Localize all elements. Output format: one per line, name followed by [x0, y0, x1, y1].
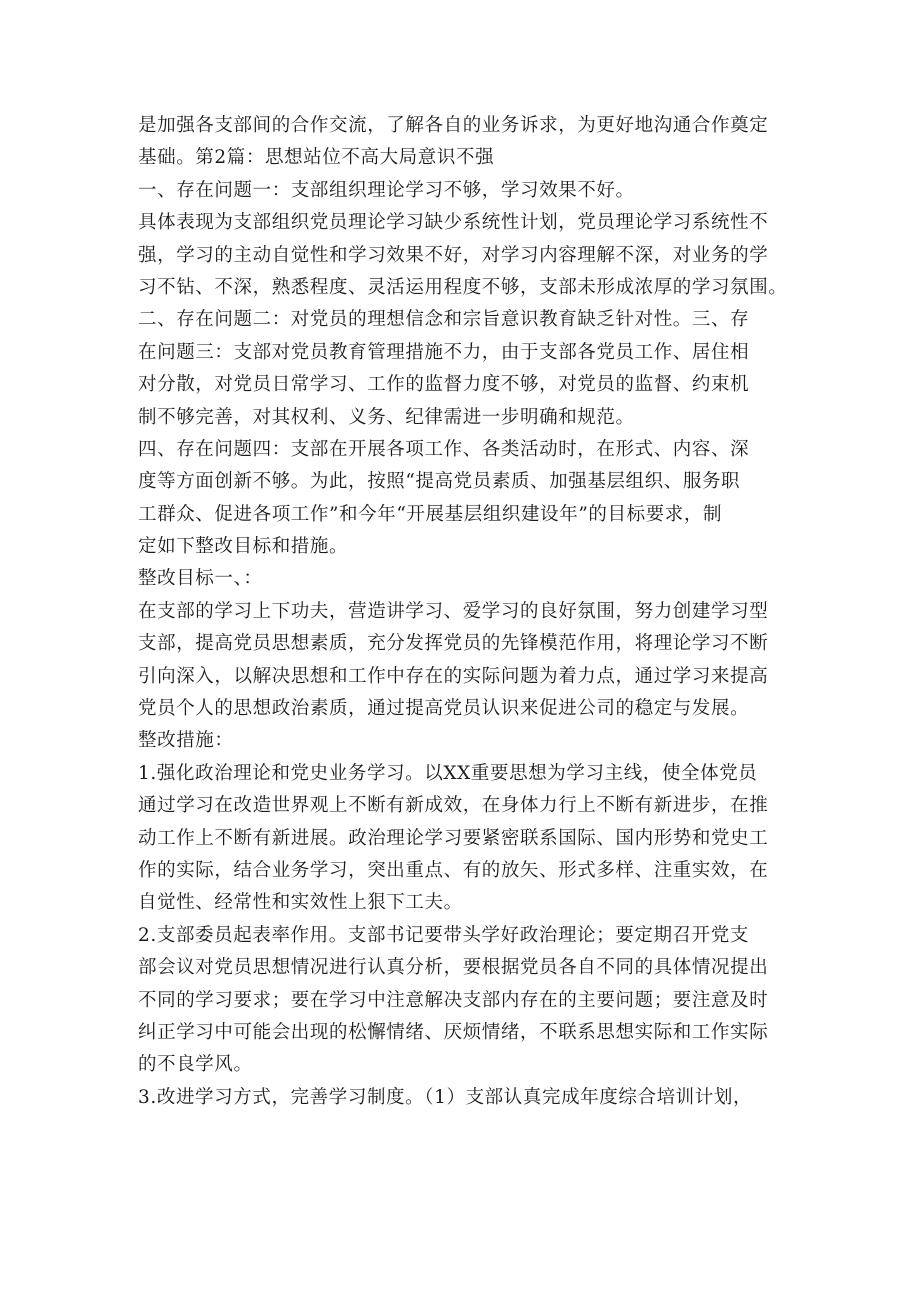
text-line: 动工作上不断有新进展。政治理论学习要紧密联系国际、国内形势和党史工	[138, 827, 769, 849]
text-line: 在问题三：支部对党员教育管理措施不力，由于支部各党员工作、居住相	[138, 341, 750, 363]
text-line: 在支部的学习上下功夫，营造讲学习、爱学习的良好氛围，努力创建学习型	[138, 600, 769, 622]
text-line: 支部，提高党员思想素质，充分发挥党员的先锋模范作用，将理论学习不断	[138, 633, 769, 655]
text-line: 一、存在问题一：支部组织理论学习不够，学习效果不好。	[138, 179, 635, 201]
text-line: 四、存在问题四：支部在开展各项工作、各类活动时，在形式、内容、深	[138, 438, 750, 460]
text-line: 习不钻、不深，熟悉程度、灵活运用程度不够，支部未形成浓厚的学习氛围。	[138, 276, 788, 298]
text-line: 具体表现为支部组织党员理论学习缺少系统性计划，党员理论学习系统性不	[138, 212, 769, 234]
text-line: 作的实际，结合业务学习，突出重点、有的放矢、形式多样、注重实效，在	[138, 859, 769, 881]
text-line: 是加强各支部间的合作交流，了解各自的业务诉求，为更好地沟通合作奠定	[138, 115, 769, 136]
text-line: 部会议对党员思想情况进行认真分析，要根据党员各自不同的具体情况提出	[138, 957, 769, 979]
text-line: 通过学习在改造世界观上不断有新成效，在身体力行上不断有新进步，在推	[138, 795, 769, 817]
text-line: 引向深入，以解决思想和工作中存在的实际问题为着力点，通过学习来提高	[138, 665, 769, 687]
text-line: 基础。第2篇：思想站位不高大局意识不强	[138, 147, 495, 169]
text-line: 1.强化政治理论和党史业务学习。以XX重要思想为学习主线，使全体党员	[138, 762, 758, 784]
text-line: 党员个人的思想政治素质，通过提高党员认识来促进公司的稳定与发展。	[138, 698, 750, 720]
text-line: 3.改进学习方式，完善学习制度。（1）支部认真完成年度综合培训计划，	[138, 1086, 753, 1108]
text-line: 2.支部委员起表率作用。支部书记要带头学好政治理论；要定期召开党支	[138, 924, 749, 946]
document-body	[138, 110, 818, 1114]
text-line: 对分散，对党员日常学习、工作的监督力度不够，对党员的监督、约束机	[138, 374, 750, 396]
text-line: 度等方面创新不够。为此，按照“提高党员素质、加强基层组织、服务职	[138, 471, 741, 493]
text-line: 工群众、促进各项工作”和今年“开展基层组织建设年”的目标要求，制	[138, 503, 723, 525]
text-line: 整改措施：	[138, 730, 234, 752]
text-line: 强，学习的主动自觉性和学习效果不好，对学习内容理解不深，对业务的学	[138, 244, 769, 266]
text-line: 制不够完善，对其权利、义务、纪律需进一步明确和规范。	[138, 406, 635, 428]
text-line: 不同的学习要求；要在学习中注意解决支部内存在的主要问题；要注意及时	[138, 989, 769, 1011]
text-line: 定如下整改目标和措施。	[138, 536, 349, 558]
text-line: 自觉性、经常性和实效性上狠下工夫。	[138, 892, 463, 914]
text-line: 二、存在问题二：对党员的理想信念和宗旨意识教育缺乏针对性。三、存	[138, 309, 750, 331]
text-line: 纠正学习中可能会出现的松懈情绪、厌烦情绪，不联系思想实际和工作实际	[138, 1021, 769, 1043]
text-line: 的不良学风。	[138, 1054, 253, 1076]
text-line: 整改目标一、：	[138, 568, 263, 590]
